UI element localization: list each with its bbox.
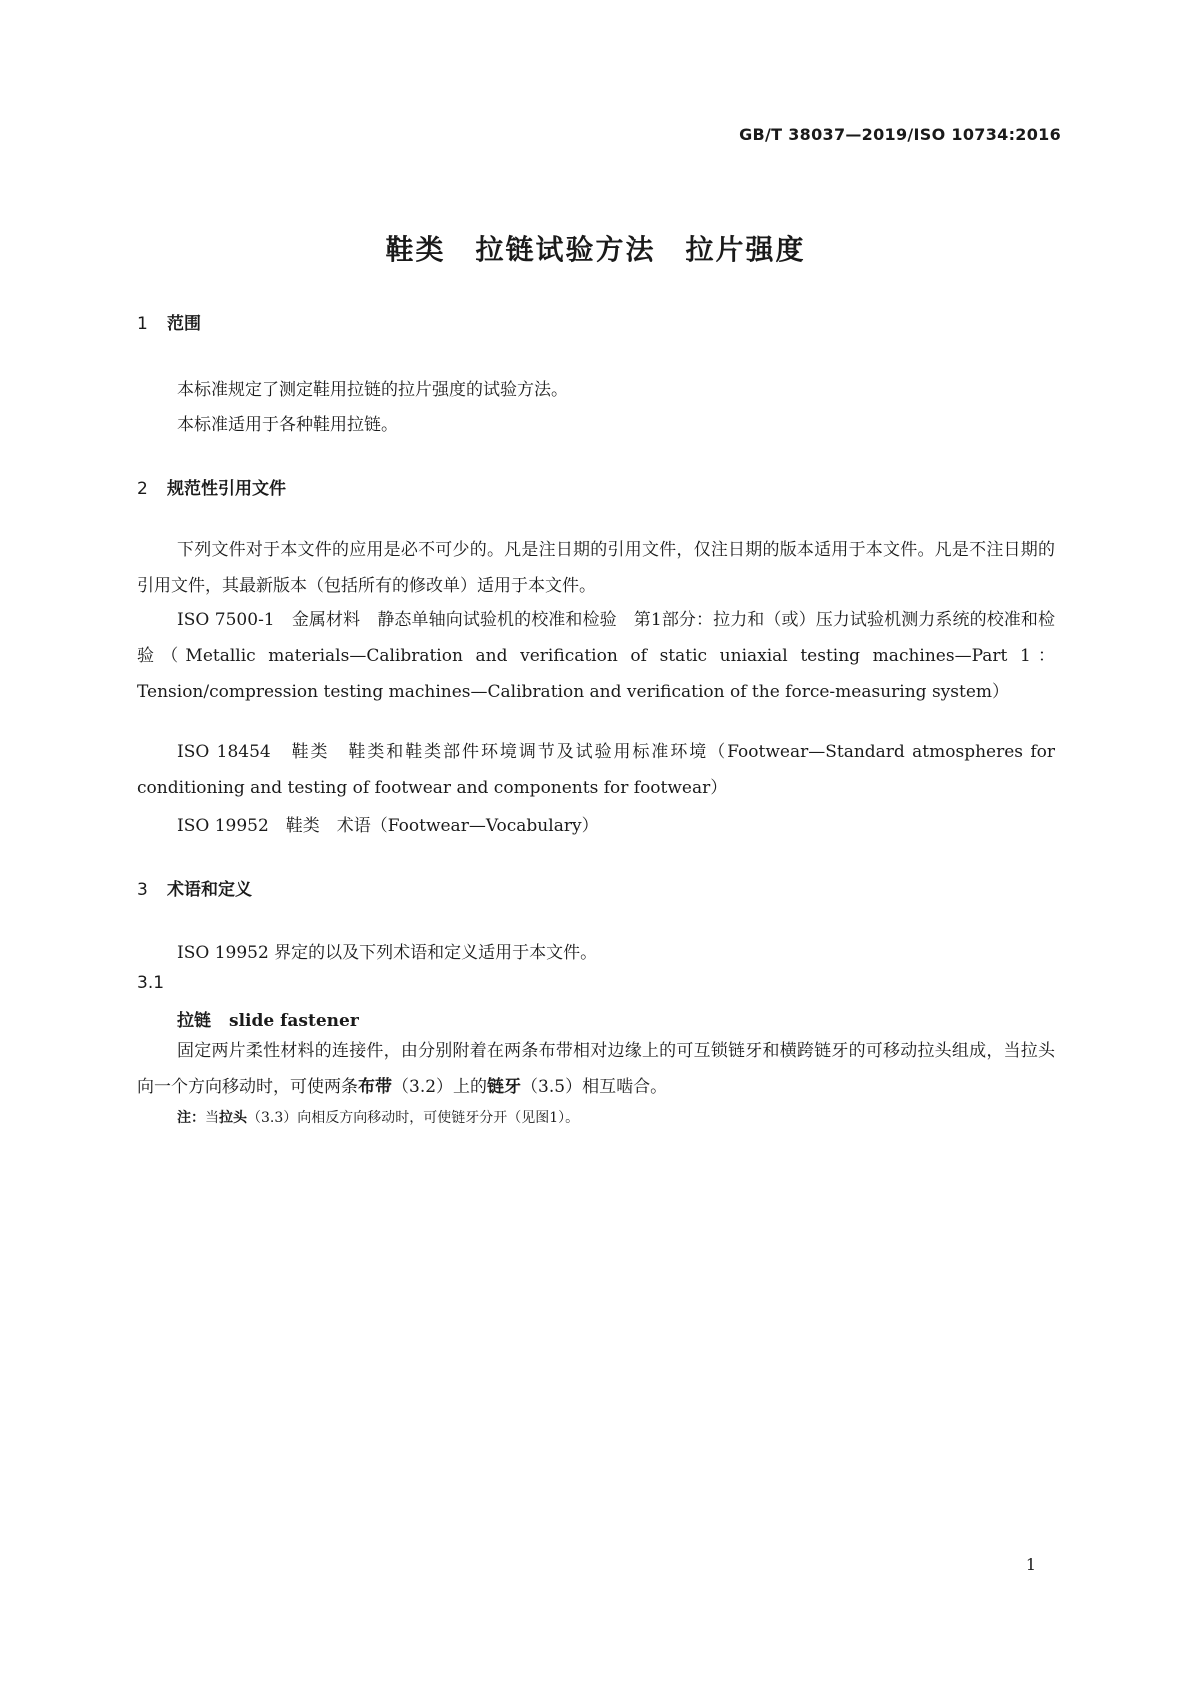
note-text-1: 当 [205,1110,219,1126]
standard-code: GB/T 38037—2019/ISO 10734:2016 [739,125,1061,144]
page-number: 1 [1025,1555,1036,1574]
reference-iso-19952: ISO 19952 鞋类 术语（Footwear—Vocabulary） [177,816,599,836]
section-1-paragraph-1: 本标准规定了测定鞋用拉链的拉片强度的试验方法。 [177,380,568,400]
section-2-heading [137,474,286,499]
clause-3-1-number: 3.1 [137,973,165,993]
note-term-slider: 拉头 [219,1110,247,1126]
section-1-paragraph-2: 本标准适用于各种鞋用拉链。 [177,415,398,435]
section-2-intro: 下列文件对于本文件的应用是必不可少的。凡是注日期的引用文件，仅注日期的版本适用于本文件。凡是不注日期的引用文件，其最新版本（包括所有的修改单）适用于本文件。 [137,540,1055,596]
section-1-title: 范围 [167,314,201,334]
reference-iso-18454: ISO 18454 鞋类 鞋类和鞋类部件环境调节及试验用标准环境（Footwear—Standard atmospheres for conditioning and testing of footwear and components for footwear） [137,742,1055,798]
definition-text-2: （3.2）上的 [392,1077,488,1097]
title-part-3: 拉片强度 [685,233,806,266]
title-part-2: 拉链试验方法 [475,233,656,266]
section-2-title: 规范性引用文件 [167,479,286,499]
definition-text-3: （3.5）相互啮合。 [521,1077,668,1097]
term-note [177,1107,579,1127]
document-title [0,228,1191,268]
section-3-heading [137,875,252,900]
section-3-number: 3 [137,880,148,900]
title-part-1: 鞋类 [385,233,446,266]
note-text-2: （3.3）向相反方向移动时，可使链牙分开（见图1）。 [247,1110,580,1126]
note-label: 注： [177,1110,205,1126]
term-slide-fastener [177,1006,359,1031]
term-chinese: 拉链 [177,1011,211,1031]
definition-text-1: 固定两片柔性材料的连接件，由分别附着在两条布带相对边缘上的可互锁链牙和横跨链牙的可移动拉头组成，当拉头向一个方向移动时，可使两条 [137,1041,1055,1097]
definition-term-tape: 布带 [358,1077,392,1097]
section-2-number: 2 [137,479,148,499]
section-3-title: 术语和定义 [167,880,252,900]
term-definition [137,1033,1055,1105]
definition-term-element: 链牙 [487,1077,522,1097]
term-english: slide fastener [229,1011,359,1031]
reference-iso-7500-1: ISO 7500-1 金属材料 静态单轴向试验机的校准和检验 第1部分：拉力和（或）压力试验机测力系统的校准和检验（Metallic materials—Calibration and verification of static uniaxial testing machines—Part 1：Tension/compression testing machines—Calibration and verification of the force-measuring system） [137,610,1055,702]
section-1-number: 1 [137,314,148,334]
section-1-heading [137,309,201,334]
section-3-intro: ISO 19952 界定的以及下列术语和定义适用于本文件。 [177,943,598,963]
